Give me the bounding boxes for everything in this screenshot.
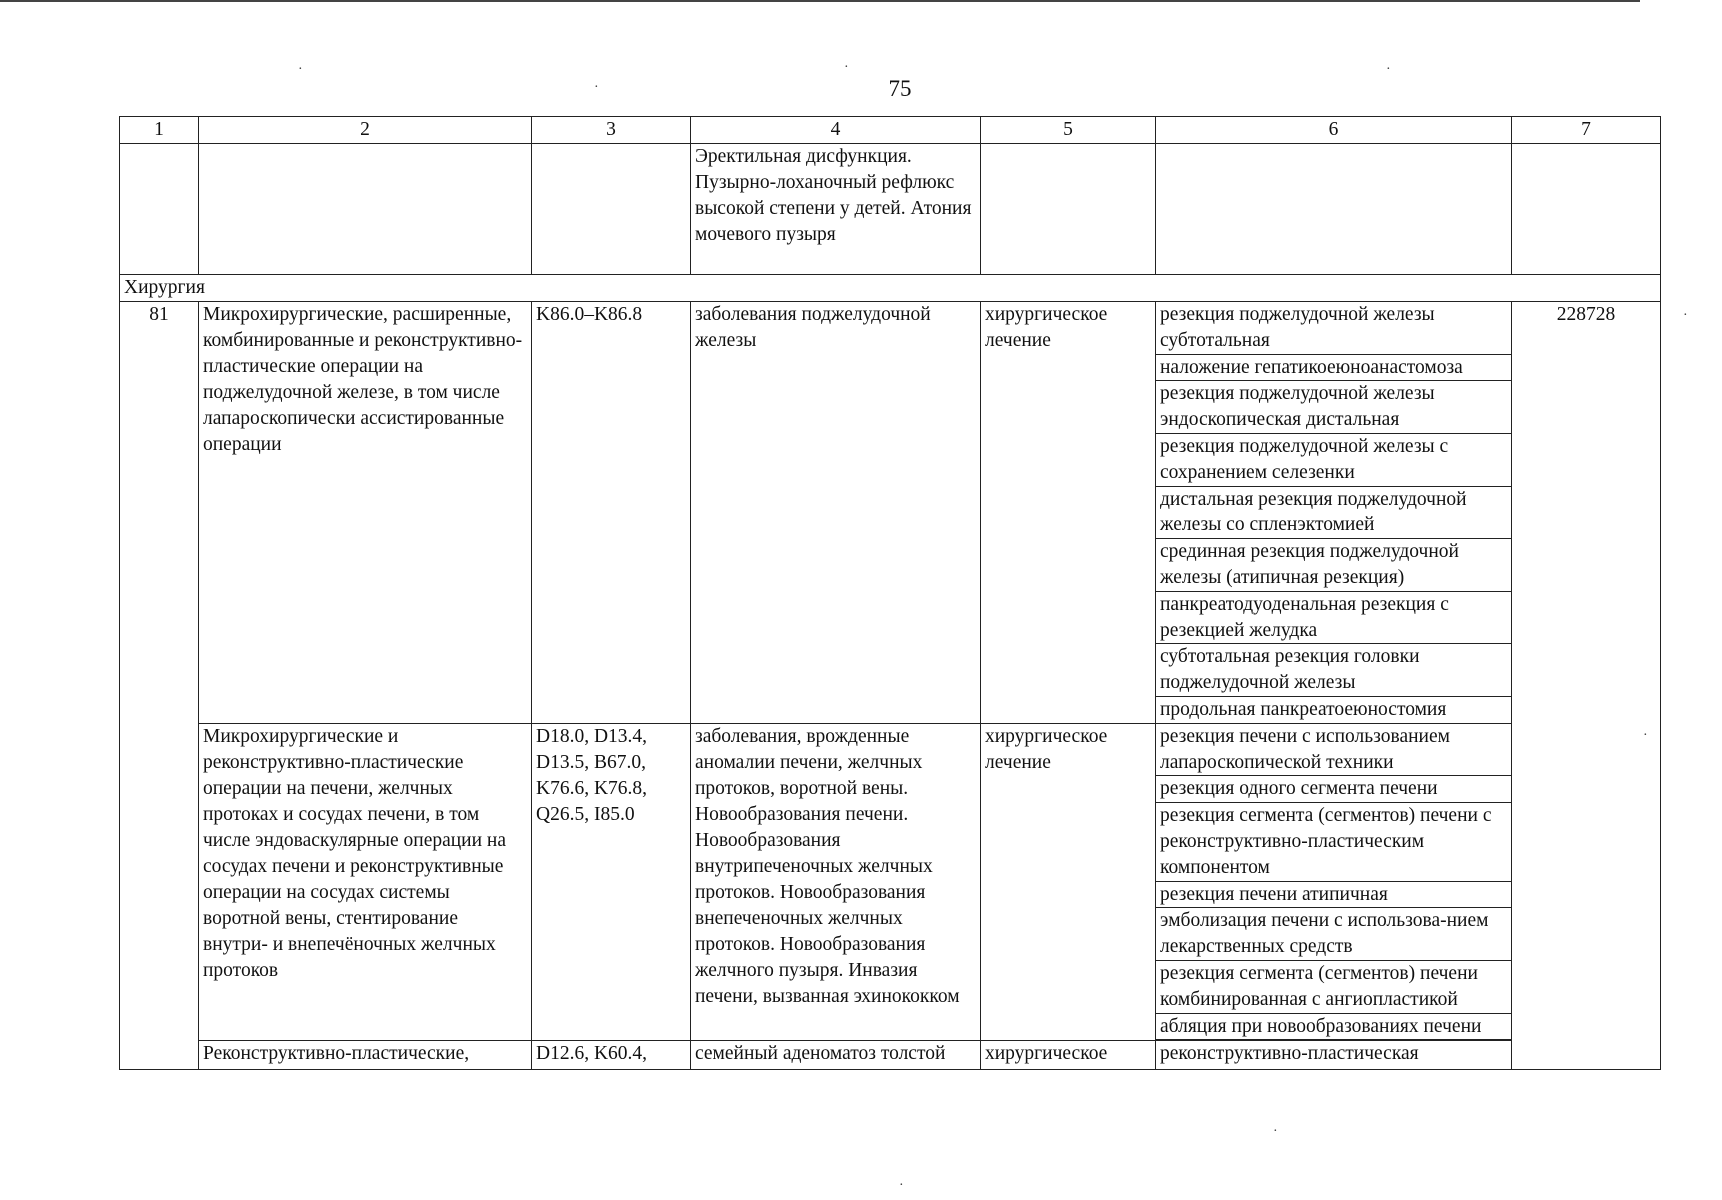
table-row [120,302,1661,355]
operation-name-cell: Реконструктивно-пластические, [199,1041,532,1070]
diagnosis-codes-cell: D12.6, K60.4, [532,1041,691,1070]
treatment-method-cell: резекция поджелудочной железы субтотальная [1156,302,1512,355]
diagnosis-codes-cell: D18.0, D13.4, D13.5, B67.0, K76.6, K76.8, Q26.5, I85.0 [532,723,691,1041]
empty-cell [120,144,199,275]
page-number: 75 [888,76,912,101]
column-number: 5 [981,117,1156,144]
continued-row [120,144,1661,275]
column-number: 2 [199,117,532,144]
page-top-edge [0,0,1640,2]
disease-cell: семейный аденоматоз толстой [691,1041,981,1070]
disease-cell: заболевания поджелудочной железы [691,302,981,724]
empty-cell [1512,144,1661,275]
group-number-cell: 81 [120,302,199,1070]
column-number: 6 [1156,117,1512,144]
scan-speck: · [1386,62,1391,77]
disease-cell: заболевания, врожденные аномалии печени, желчных протоков, воротной вены. Новообразования печени. Новообразования внутрипеченочных желчных протоков. Новообразования внепеченочных желчных протоков. Новообразования желчного пузыря. Инвазия печени, вызванная эхинококком [691,723,981,1041]
empty-cell [532,144,691,275]
column-number: 7 [1512,117,1661,144]
treatment-type-cell: хирургическое [981,1041,1156,1070]
column-number: 1 [120,117,199,144]
continued-disease-cell: Эректильная дисфункция. Пузырно-лоханочный рефлюкс высокой степени у детей. Атония мочевого пузыря [691,144,981,275]
scan-speck: · [844,60,849,75]
treatment-method-cell: наложение гепатикоеюноанастомоза [1156,354,1512,381]
section-row [120,275,1661,302]
treatment-method-cell: резекция печени атипичная [1156,881,1512,908]
treatment-type-cell: хирургическое лечение [981,302,1156,724]
scan-speck: · [1643,728,1648,743]
treatment-method-cell: субтотальная резекция головки поджелудочной железы [1156,644,1512,697]
treatment-method-cell: реконструктивно-пластическая [1156,1041,1512,1070]
treatment-method-cell: резекция сегмента (сегментов) печени комбинированная с ангиопластикой [1156,960,1512,1013]
treatment-method-cell: продольная панкреатоеюностомия [1156,696,1512,723]
treatment-method-cell: резекция одного сегмента печени [1156,776,1512,803]
operation-name-cell: Микрохирургические и реконструктивно-пластические операции на печени, желчных протоках и сосудах печени, в том числе эндоваскулярные операции на сосудах печени и реконструктивные операции на сосудах системы воротной вены, стентирование внутри- и внепечёночных желчных протоков [199,723,532,1041]
empty-cell [981,144,1156,275]
services-table [119,116,1661,1070]
treatment-method-cell: резекция поджелудочной железы с сохранением селезенки [1156,433,1512,486]
price-cell: 228728 [1512,302,1661,1070]
treatment-method-cell: резекция поджелудочной железы эндоскопическая дистальная [1156,381,1512,434]
column-number: 4 [691,117,981,144]
treatment-method-cell: резекция печени с использованием лапароскопической техники [1156,723,1512,776]
treatment-method-cell: панкреатодуоденальная резекция с резекцией желудка [1156,591,1512,644]
treatment-type-cell: хирургическое лечение [981,723,1156,1041]
table-row [120,1041,1661,1070]
section-title: Хирургия [120,275,1661,302]
scan-speck: · [1683,308,1688,323]
treatment-method-cell: абляция при новообразованиях печени [1156,1013,1512,1040]
operation-name-cell: Микрохирургические, расширенные, комбинированные и реконструктивно-пластические операции на поджелудочной железе, в том числе лапароскопически ассистированные операции [199,302,532,724]
scan-speck: · [594,80,599,95]
treatment-method-cell: дистальная резекция поджелудочной железы со спленэктомией [1156,486,1512,539]
treatment-method-cell: эмболизация печени с использова-нием лекарственных средств [1156,908,1512,961]
scan-speck: · [1273,1124,1278,1139]
empty-cell [199,144,532,275]
column-number-row [120,117,1661,144]
column-number: 3 [532,117,691,144]
scan-speck: · [899,1178,904,1193]
treatment-method-cell: срединная резекция поджелудочной железы (атипичная резекция) [1156,539,1512,592]
scan-speck: · [298,62,303,77]
treatment-method-cell: резекция сегмента (сегментов) печени с реконструктивно-пластическим компонентом [1156,803,1512,881]
table-row [120,723,1661,776]
empty-cell [1156,144,1512,275]
diagnosis-codes-cell: K86.0–K86.8 [532,302,691,724]
